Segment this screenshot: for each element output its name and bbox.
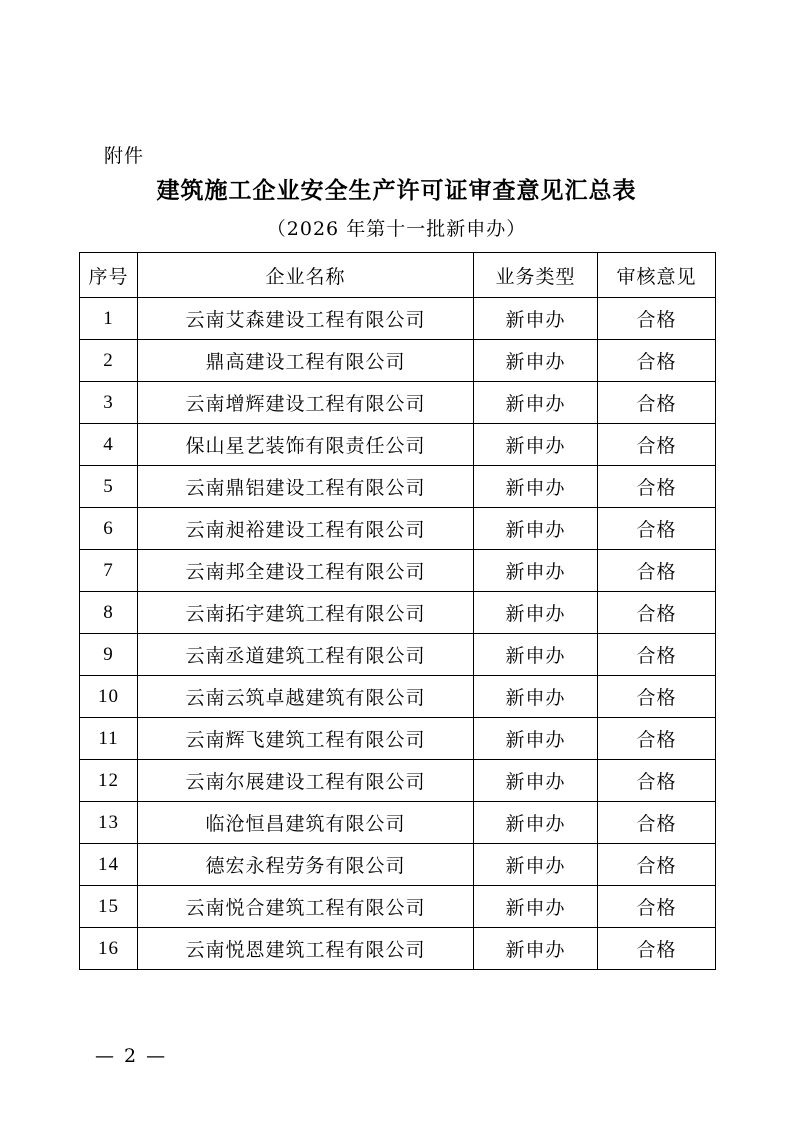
table-row	[80, 718, 716, 760]
cell-company-name: 云南云筑卓越建筑有限公司	[138, 676, 474, 718]
cell-serial-number: 1	[80, 298, 138, 340]
table-row	[80, 382, 716, 424]
cell-business-type: 新申办	[474, 298, 598, 340]
cell-business-type: 新申办	[474, 844, 598, 886]
cell-serial-number: 9	[80, 634, 138, 676]
cell-company-name: 云南尔展建设工程有限公司	[138, 760, 474, 802]
cell-business-type: 新申办	[474, 928, 598, 970]
cell-business-type: 新申办	[474, 718, 598, 760]
cell-serial-number: 3	[80, 382, 138, 424]
cell-review-opinion: 合格	[598, 718, 716, 760]
table-row	[80, 550, 716, 592]
cell-company-name: 云南悦恩建筑工程有限公司	[138, 928, 474, 970]
cell-serial-number: 16	[80, 928, 138, 970]
cell-serial-number: 14	[80, 844, 138, 886]
cell-business-type: 新申办	[474, 634, 598, 676]
cell-business-type: 新申办	[474, 592, 598, 634]
cell-company-name: 德宏永程劳务有限公司	[138, 844, 474, 886]
cell-review-opinion: 合格	[598, 760, 716, 802]
cell-company-name: 鼎高建设工程有限公司	[138, 340, 474, 382]
cell-review-opinion: 合格	[598, 802, 716, 844]
table-body	[80, 298, 716, 970]
cell-business-type: 新申办	[474, 508, 598, 550]
table-row	[80, 592, 716, 634]
table-header-row	[80, 253, 716, 298]
cell-serial-number: 6	[80, 508, 138, 550]
header-serial-number: 序号	[80, 253, 138, 298]
cell-serial-number: 13	[80, 802, 138, 844]
cell-business-type: 新申办	[474, 466, 598, 508]
cell-company-name: 临沧恒昌建筑有限公司	[138, 802, 474, 844]
cell-company-name: 云南增辉建设工程有限公司	[138, 382, 474, 424]
header-company-name: 企业名称	[138, 253, 474, 298]
cell-review-opinion: 合格	[598, 298, 716, 340]
cell-company-name: 云南昶裕建设工程有限公司	[138, 508, 474, 550]
header-review-opinion: 审核意见	[598, 253, 716, 298]
cell-company-name: 保山星艺装饰有限责任公司	[138, 424, 474, 466]
table-row	[80, 886, 716, 928]
review-summary-table	[79, 252, 716, 970]
cell-review-opinion: 合格	[598, 550, 716, 592]
cell-company-name: 云南丞道建筑工程有限公司	[138, 634, 474, 676]
table-row	[80, 676, 716, 718]
cell-serial-number: 11	[80, 718, 138, 760]
cell-review-opinion: 合格	[598, 340, 716, 382]
cell-serial-number: 8	[80, 592, 138, 634]
cell-review-opinion: 合格	[598, 466, 716, 508]
cell-serial-number: 7	[80, 550, 138, 592]
cell-serial-number: 4	[80, 424, 138, 466]
table-row	[80, 928, 716, 970]
cell-review-opinion: 合格	[598, 508, 716, 550]
attachment-label: 附件	[104, 145, 145, 167]
cell-review-opinion: 合格	[598, 886, 716, 928]
table-row	[80, 466, 716, 508]
cell-business-type: 新申办	[474, 802, 598, 844]
cell-review-opinion: 合格	[598, 382, 716, 424]
cell-company-name: 云南拓宇建筑工程有限公司	[138, 592, 474, 634]
cell-serial-number: 2	[80, 340, 138, 382]
table-row	[80, 340, 716, 382]
cell-business-type: 新申办	[474, 886, 598, 928]
cell-serial-number: 12	[80, 760, 138, 802]
cell-business-type: 新申办	[474, 340, 598, 382]
cell-business-type: 新申办	[474, 424, 598, 466]
table-row	[80, 634, 716, 676]
cell-business-type: 新申办	[474, 760, 598, 802]
table-row	[80, 802, 716, 844]
document-subtitle: （2026 年第十一批新申办）	[266, 218, 527, 240]
cell-company-name: 云南辉飞建筑工程有限公司	[138, 718, 474, 760]
table-row	[80, 844, 716, 886]
cell-business-type: 新申办	[474, 550, 598, 592]
cell-review-opinion: 合格	[598, 676, 716, 718]
cell-company-name: 云南艾森建设工程有限公司	[138, 298, 474, 340]
cell-serial-number: 5	[80, 466, 138, 508]
table-row	[80, 298, 716, 340]
table-row	[80, 424, 716, 466]
cell-serial-number: 10	[80, 676, 138, 718]
cell-company-name: 云南悦合建筑工程有限公司	[138, 886, 474, 928]
cell-review-opinion: 合格	[598, 928, 716, 970]
cell-review-opinion: 合格	[598, 592, 716, 634]
table-row	[80, 508, 716, 550]
cell-review-opinion: 合格	[598, 634, 716, 676]
cell-business-type: 新申办	[474, 382, 598, 424]
cell-review-opinion: 合格	[598, 424, 716, 466]
cell-serial-number: 15	[80, 886, 138, 928]
cell-business-type: 新申办	[474, 676, 598, 718]
cell-review-opinion: 合格	[598, 844, 716, 886]
page-number: — 2 —	[95, 1045, 168, 1067]
cell-company-name: 云南邦全建设工程有限公司	[138, 550, 474, 592]
table-row	[80, 760, 716, 802]
header-business-type: 业务类型	[474, 253, 598, 298]
cell-company-name: 云南鼎铝建设工程有限公司	[138, 466, 474, 508]
document-title: 建筑施工企业安全生产许可证审查意见汇总表	[156, 178, 637, 204]
